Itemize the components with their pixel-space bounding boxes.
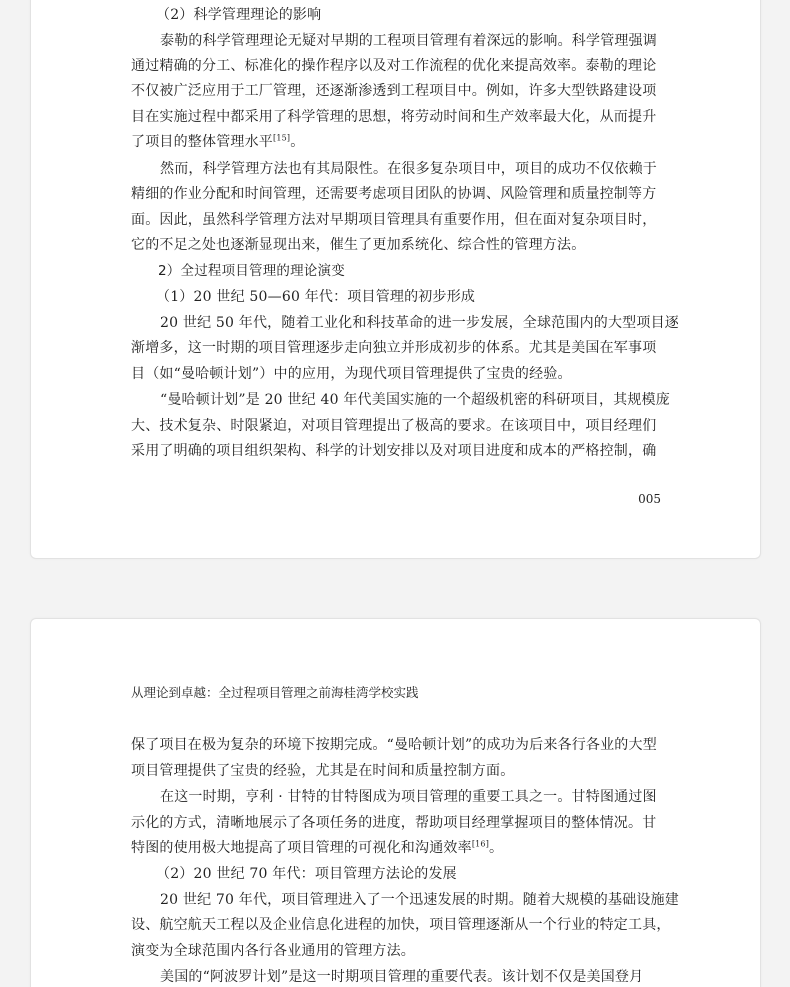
paragraph-text: 了项目的整体管理水平 — [131, 134, 273, 150]
paragraph-line: 保了项目在极为复杂的环境下按期完成。“曼哈顿计划”的成功为后来各行各业的大型 — [131, 737, 657, 753]
paragraph-line: 面。因此，虽然科学管理方法对早期项目管理具有重要作用，但在面对复杂项目时， — [131, 212, 657, 228]
paragraph-line: 通过精确的分工、标准化的操作程序以及对工作流程的优化来提高效率。泰勒的理论 — [131, 58, 657, 74]
paragraph-line: 在这一时期，亨利 · 甘特的甘特图成为项目管理的重要工具之一。甘特图通过图 — [160, 789, 657, 805]
paragraph-line: 它的不足之处也逐渐显现出来，催生了更加系统化、综合性的管理方法。 — [131, 237, 586, 253]
paragraph-line: 目（如“曼哈顿计划”）中的应用，为现代项目管理提供了宝贵的经验。 — [131, 366, 572, 382]
paragraph-line: 示化的方式，清晰地展示了各项任务的进度，帮助项目经理掌握项目的整体情况。甘 — [131, 815, 657, 831]
paragraph-line: 目在实施过程中都采用了科学管理的思想，将劳动时间和生产效率最大化，从而提升 — [131, 109, 657, 125]
paragraph-line: 美国的“阿波罗计划”是这一时期项目管理的重要代表。该计划不仅是美国登月 — [160, 969, 644, 985]
citation-ref: [15] — [273, 133, 291, 143]
paragraph-text: 。 — [489, 840, 504, 856]
paragraph-line: 采用了明确的项目组织架构、科学的计划安排以及对项目进度和成本的严格控制，确 — [131, 443, 657, 459]
paragraph-line: 大、技术复杂、时限紧迫，对项目管理提出了极高的要求。在该项目中，项目经理们 — [131, 418, 657, 434]
paragraph-line — [131, 133, 661, 151]
paragraph-text: 特图的使用极大地提高了项目管理的可视化和沟通效率 — [131, 840, 472, 856]
paragraph-line: 精细的作业分配和时间管理，还需要考虑项目团队的协调、风险管理和质量控制等方 — [131, 186, 657, 202]
paragraph-text: 。 — [290, 134, 305, 150]
paragraph-line: 演变为全球范围内各行各业通用的管理方法。 — [131, 943, 415, 959]
paragraph-line: 渐增多，这一时期的项目管理逐步走向独立并形成初步的体系。尤其是美国在军事项 — [131, 340, 657, 356]
running-header: 从理论到卓越：全过程项目管理之前海桂湾学校实践 — [131, 685, 419, 700]
paragraph-line: 设、航空航天工程以及企业信息化进程的加快，项目管理逐渐从一个行业的特定工具， — [131, 917, 671, 933]
paragraph-line: “曼哈顿计划”是 20 世纪 40 年代美国实施的一个超级机密的科研项目，其规模庞 — [160, 392, 670, 408]
citation-ref: [16] — [471, 839, 490, 849]
paragraph-line — [131, 839, 661, 857]
subsection-heading: （2）科学管理理论的影响 — [156, 7, 322, 23]
paragraph-line: 然而，科学管理方法也有其局限性。在很多复杂项目中，项目的成功不仅依赖于 — [160, 161, 657, 177]
document-page-006 — [30, 618, 761, 987]
paragraph-line: 不仅被广泛应用于工厂管理，还逐渐渗透到工程项目中。例如，许多大型铁路建设项 — [131, 83, 657, 99]
subsection-heading: （2）20 世纪 70 年代：项目管理方法论的发展 — [156, 866, 457, 882]
subsection-heading: （1）20 世纪 50—60 年代：项目管理的初步形成 — [156, 289, 476, 305]
paragraph-line: 项目管理提供了宝贵的经验，尤其是在时间和质量控制方面。 — [131, 763, 515, 779]
page-number: 005 — [638, 492, 661, 506]
paragraph-line: 20 世纪 70 年代，项目管理进入了一个迅速发展的时期。随着大规模的基础设施建 — [160, 892, 679, 908]
paragraph-line: 泰勒的科学管理理论无疑对早期的工程项目管理有着深远的影响。科学管理强调 — [160, 33, 657, 49]
paragraph-line: 20 世纪 50 年代，随着工业化和科技革命的进一步发展，全球范围内的大型项目逐 — [160, 315, 679, 331]
document-page-005 — [30, 0, 761, 559]
section-heading: 2）全过程项目管理的理论演变 — [158, 263, 345, 279]
